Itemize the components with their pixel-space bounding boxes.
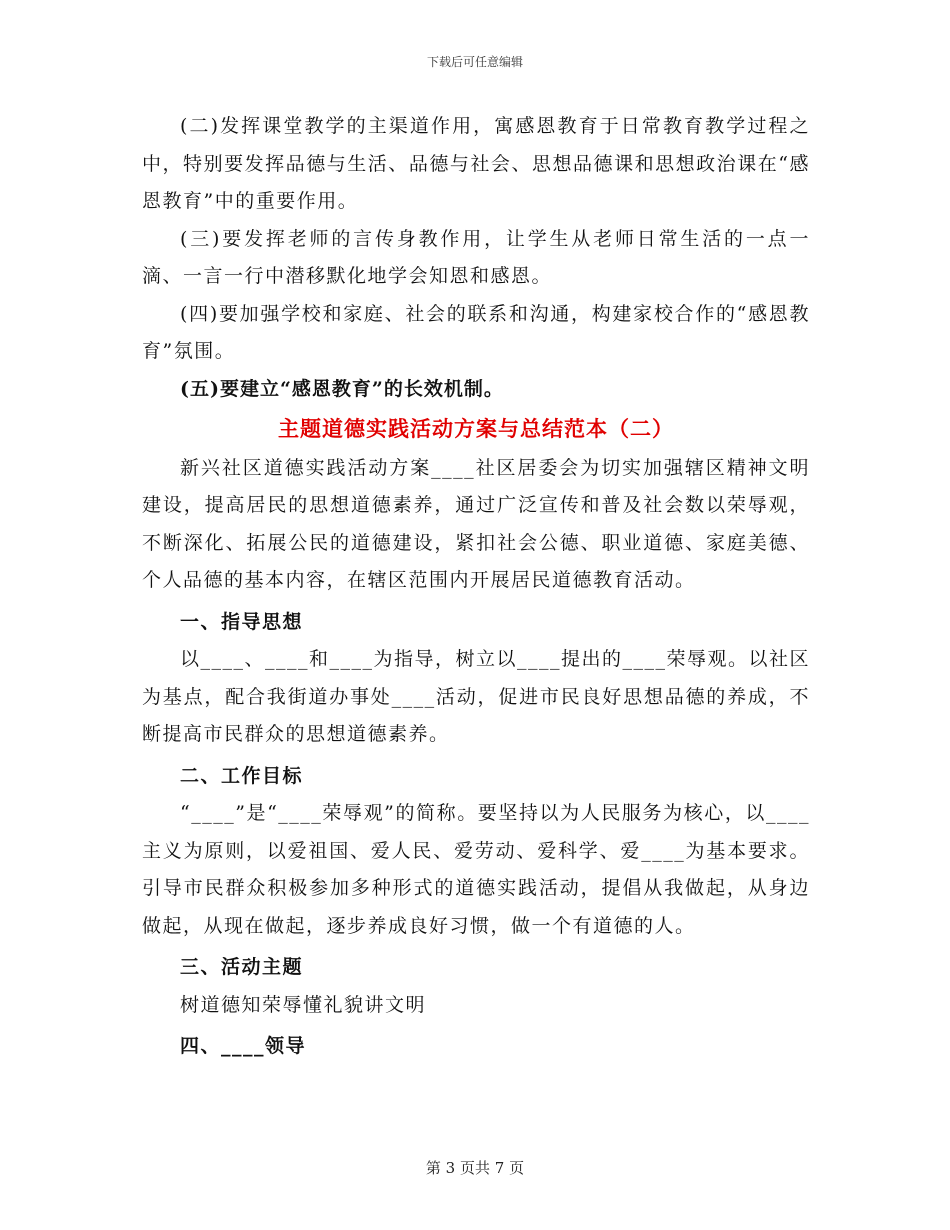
heading-leadership: 四、____领导 — [180, 1035, 307, 1057]
page-header: 下载后可任意编辑 — [426, 55, 523, 69]
heading-work-goal: 二、工作目标 — [180, 764, 304, 787]
activity-theme-text: 树道德知荣辱懂礼貌讲文明 — [180, 993, 427, 1016]
work-goal-text: “____”是“____荣辱观”的简称。要坚持以为人民服务为核心，以____主义为原则，以爱祖国、爱人民、爱劳动、爱科学、爱____为基本要求。引导市民群众积极参加多种形式的道德实践活动，提倡从我做起，从身边做起，从现在做起，逐步养成良好习惯，做一个有道德的人。 — [142, 802, 810, 937]
document-body — [142, 108, 810, 1066]
paragraph-3: (三)要发挥老师的言传身教作用，让学生从老师日常生活的一点一滴、一言一行中潜移默化地学会知恩和感恩。 — [142, 227, 810, 287]
guiding-thought-text: 以____、____和____为指导，树立以____提出的____荣辱观。以社区为基点，配合我街道办事处____活动，促进市民良好思想品德的养成，不断提高市民群众的思想道德素养。 — [142, 648, 811, 745]
paragraph-4: (四)要加强学校和家庭、社会的联系和沟通，构建家校合作的“感恩教育”氛围。 — [142, 302, 810, 362]
page-footer: 第 3 页共 7 页 — [425, 1159, 525, 1177]
heading-guiding-thought: 一、指导思想 — [180, 610, 304, 633]
paragraph-2: (二)发挥课堂教学的主渠道作用，寓感恩教育于日常教育教学过程之中，特别要发挥品德与生活、品德与社会、思想品德课和思想政治课在“感恩教育”中的重要作用。 — [142, 115, 810, 212]
heading-activity-theme: 三、活动主题 — [180, 956, 304, 978]
paragraph-5: (五)要建立“感恩教育”的长效机制。 — [180, 377, 504, 400]
intro-paragraph: 新兴社区道德实践活动方案____社区居委会为切实加强辖区精神文明建设，提高居民的思想道德素养，通过广泛宣传和普及社会数以荣辱观，不断深化、拓展公民的道德建设，紧扣社会公德、职业道德、家庭美德、个人品德的基本内容，在辖区范围内开展居民道德教育活动。 — [142, 456, 810, 591]
section-title: 主题道德实践活动方案与总结范本（二） — [278, 416, 674, 441]
